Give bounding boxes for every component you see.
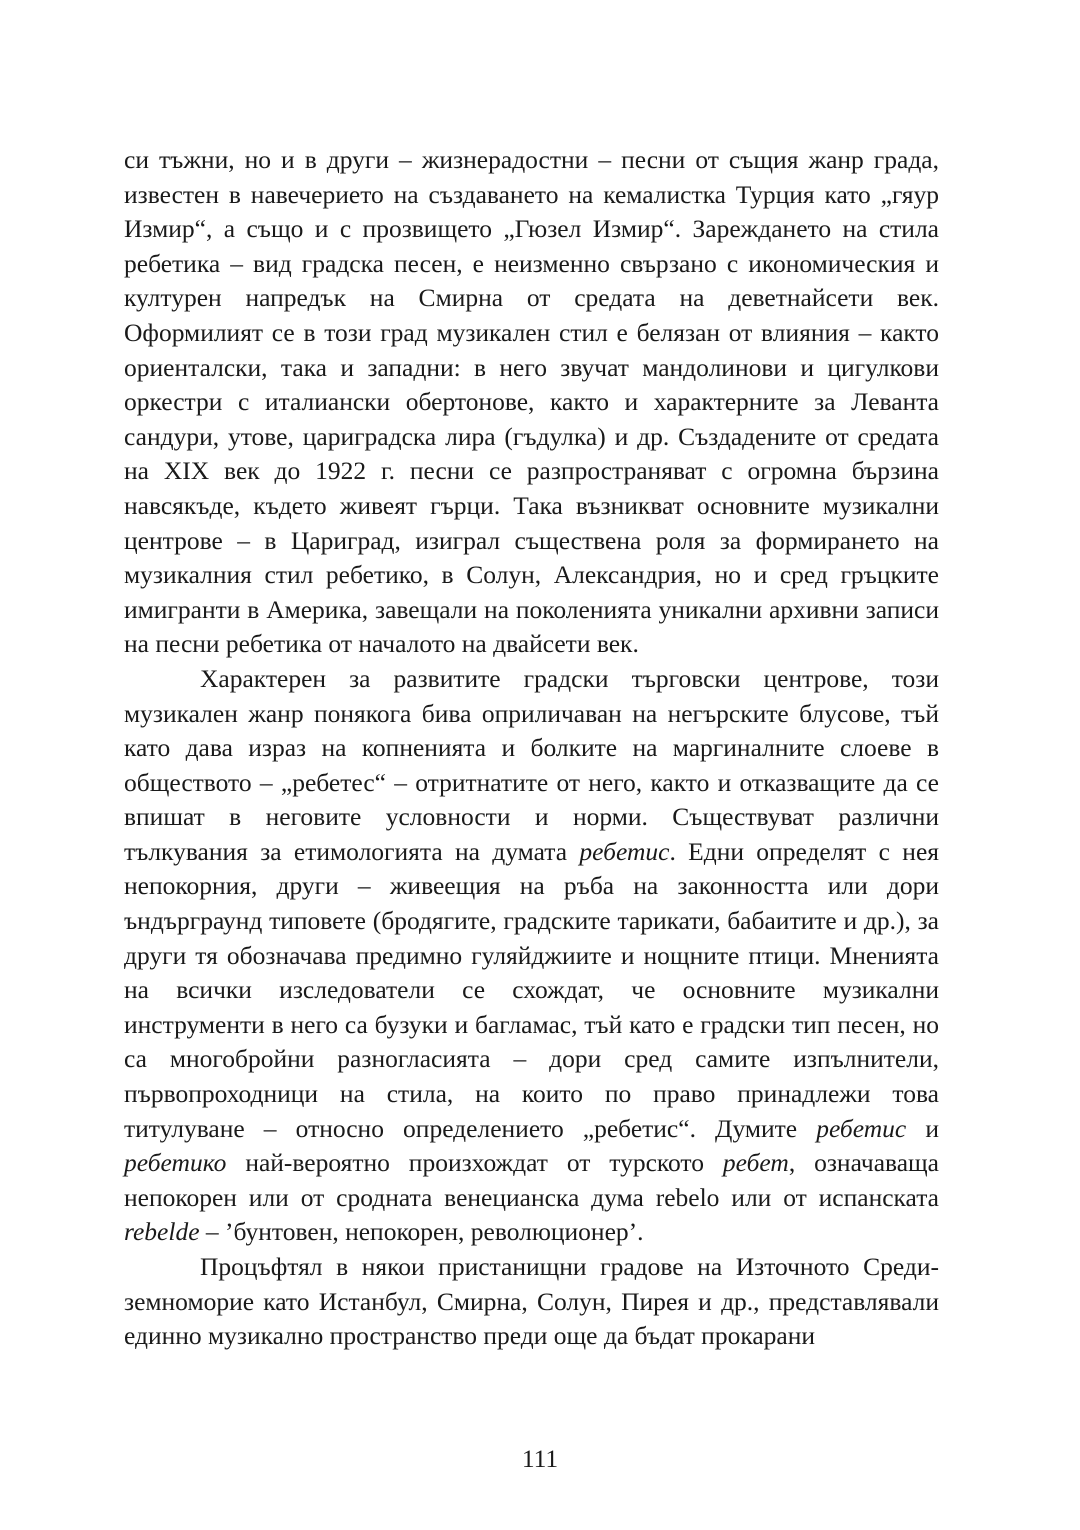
paragraph-2-text: . Едни определят с нея непокорния, други – живеещия на ръба на законността или дори ъндърграунд типовете (бродягите, градските тарикати, бабаитите и др.), за други тя обозначава предимно гуляйджиите и нощните птици. Мненията на всички изследователи се схождат, че основните музикални инструменти в него са бузуки и багламас, тъй като е градски тип песен, но са многобройни разногласията – дори сред самите изпълнители, първопроходници на стила, на които по право принадлежи това титулуване – относно определението „ребетис“. Думите xyxy=(124,836,939,1143)
paragraph-3 xyxy=(124,1250,939,1354)
page-body xyxy=(124,143,939,1393)
page-number: 111 xyxy=(521,1444,559,1473)
italic-term-rebetis: ребетис xyxy=(579,836,670,866)
paragraph-1-text: си тъжни, но и в други – жизнерадостни – песни от същия жанр града, известен в навечерието на създаването на кемалистка Турция като „гяур Измир“, а също и с прозвището „Гюзел Измир“. Зареждането на стила ребетика – вид градска песен, е неизменно свързано с икономическия и културен напредък на Смирна от средата на деветнайсети век. Оформилият се в този град музикален стил е белязан от влияния – както ориенталски, така и западни: в него звучат мандолинови и цигулкови оркестри с италиански обертонове, както и характерните за Леванта сандури, утове, цариградска лира (гъдулка) и др. Създадените от средата на XIX век до 1922 г. песни се разпространяват с огромна бързина навсякъде, където живеят гърци. Така възникват основните музикални центрове – в Цариград, изиграл съществена роля за формирането на музикалния стил ребетико, в Солун, Александрия, но и сред гръцките имигранти в Америка, завещали на поколенията уникални архивни записи на песни ребетика от началото на двайсети век. xyxy=(124,145,939,659)
paragraph-2-text: най-вероятно произхождат от турското xyxy=(226,1148,723,1178)
italic-term-rebelde: rebelde xyxy=(124,1217,200,1247)
paragraph-2-text: Характерен за развитите градски търговски центрове, този музикален жанр понякога бива оприличаван на негърските блусове, тъй като дава израз на копненията и болките на маргиналните слоеве в обществото – „ребетес“ – отритнатите от него, както и отказващите да се впишат в неговите условности и норми. Съществуват различни тълкувания за етимологията на думата xyxy=(124,663,939,866)
paragraph-3-text: Процъфтял в някои пристанищни градове на Източното Средиземноморие като Истанбул, Смирна, Солун, Пирея и др., представлявали единно музикално пространство преди още да бъдат прокарани xyxy=(124,1252,939,1351)
paragraph-2-text: и xyxy=(906,1113,939,1143)
paragraph-1 xyxy=(124,143,939,662)
italic-term-rebetiko: ребетико xyxy=(124,1148,227,1178)
paragraph-2 xyxy=(124,662,939,1250)
italic-term-rebetis: ребетис xyxy=(816,1113,907,1143)
paragraph-2-text: – ’бунтовен, непокорен, революционер’. xyxy=(199,1217,644,1247)
paragraph-2-text: , означаваща непокорен или от сродната венецианска дума rebelo или от испанската xyxy=(124,1148,939,1212)
italic-term-rebet: ребет xyxy=(722,1148,789,1178)
